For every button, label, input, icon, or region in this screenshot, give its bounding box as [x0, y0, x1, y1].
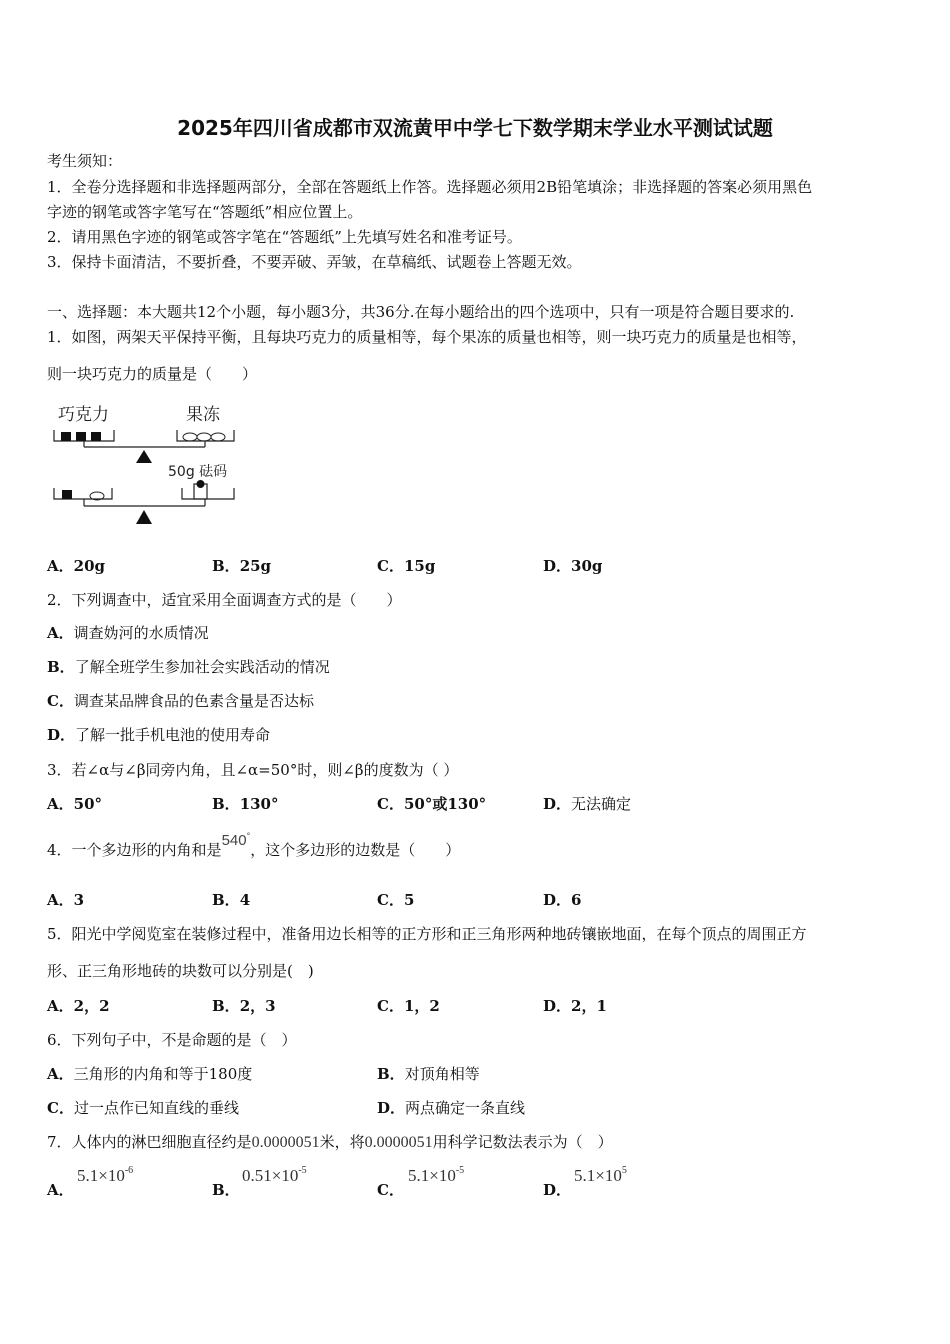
- notice-heading: 考生须知：: [47, 152, 123, 170]
- diameter-value: 0.0000051: [251, 1134, 320, 1151]
- right-pan-bottom: [182, 488, 234, 499]
- option-a-value: $5.1\times 10^{-6}$: [77, 1165, 134, 1185]
- option-c-letter: C．: [377, 1181, 404, 1199]
- question-1-line1: [47, 327, 807, 347]
- option-b-letter: B．: [212, 1181, 240, 1199]
- option-c-value: $5.1\times 10^{-5}$: [408, 1165, 465, 1185]
- jelly-shape: [197, 433, 211, 441]
- option-d: D．2，1: [543, 997, 607, 1015]
- jelly-label: 果冻: [186, 405, 220, 425]
- diameter-value: 0.0000051: [364, 1134, 433, 1151]
- chocolate-block: [76, 432, 86, 441]
- jelly-shape: [211, 433, 225, 441]
- question-4: 4．一个多边形的内角和是540°，这个多边形的边数是（ ）: [47, 831, 461, 859]
- option-d-value: $5.1\times 10^5$: [574, 1165, 627, 1185]
- notice-item: 字迹的钢笔或答字笔写在“答题纸”相应位置上。: [47, 203, 363, 221]
- option-c: C．15g: [377, 557, 436, 575]
- option-d-letter: D．: [543, 1181, 572, 1199]
- option-a: A．三角形的内角和等于180度: [47, 1065, 253, 1083]
- chocolate-label: 巧克力: [58, 405, 109, 425]
- option-b: B．25g: [212, 557, 272, 575]
- option-c: C．1，2: [377, 997, 440, 1015]
- page-title: 2025年四川省成都市双流黄甲中学七下数学期末学业水平测试试题: [177, 116, 773, 140]
- chocolate-block: [91, 432, 101, 441]
- chocolate-block: [61, 432, 71, 441]
- section-heading: 一、选择题：本大题共12个小题，每小题3分，共36分.在每小题给出的四个选项中，只有一项是符合题目要求的.: [47, 303, 795, 321]
- weight-label: 50g 砝码: [168, 464, 228, 480]
- notice-item: 3．保持卡面清洁，不要折叠，不要弄破、弄皱，在草稿纸、试题卷上答题无效。: [47, 253, 582, 271]
- option-d: D．无法确定: [543, 795, 632, 813]
- right-pan-top: [177, 430, 234, 441]
- option-b: B．2，3: [212, 997, 276, 1015]
- option-a: A．2，2: [47, 997, 110, 1015]
- option-b: B．了解全班学生参加社会实践活动的情况: [47, 658, 330, 676]
- question-1-line2: 则一块巧克力的质量是（ ）: [47, 365, 258, 383]
- question-5-line2: 形、正三角形地砖的块数可以分别是( ): [47, 962, 314, 980]
- option-b: B．对顶角相等: [377, 1065, 480, 1083]
- question-6: 6．下列句子中，不是命题的是（ ）: [47, 1031, 297, 1049]
- weight-knob: [197, 480, 205, 488]
- question-5-line1: 5．阳光中学阅览室在装修过程中，准备用边长相等的正方形和正三角形两种地砖镶嵌地面，在每个顶点的周围正方: [47, 925, 807, 943]
- balance-figure: [48, 400, 248, 535]
- option-c: C．50°或130°: [377, 795, 487, 813]
- option-c: C．过一点作已知直线的垂线: [47, 1099, 239, 1117]
- question-text: 如图，两架天平保持平衡，且每块巧克力的质量相等，每个果冻的质量也相等，则一块巧克力的质量是也相等，: [71, 328, 807, 346]
- notice-item: 2．请用黑色字迹的钢笔或答字笔在“答题纸”上先填写姓名和准考证号。: [47, 228, 522, 246]
- question-3: 3．若∠α与∠β同旁内角，且∠α=50°时，则∠β的度数为（ ）: [47, 761, 459, 779]
- option-a-letter: A．: [47, 1181, 74, 1199]
- question-number: 1．: [47, 328, 72, 346]
- question-7: 7．人体内的淋巴细胞直径约是0.0000051米，将0.0000051用科学记数法表示为（ ）: [47, 1133, 613, 1151]
- option-d: D．两点确定一条直线: [377, 1099, 526, 1117]
- chocolate-block: [62, 490, 72, 499]
- fulcrum-bottom: [136, 510, 152, 524]
- jelly-shape: [183, 433, 197, 441]
- option-a: A．调查妫河的水质情况: [47, 624, 209, 642]
- question-2: 2．下列调查中，适宜采用全面调查方式的是（ ）: [47, 591, 402, 609]
- option-b: B．130°: [212, 795, 279, 813]
- option-d: D．6: [543, 891, 582, 909]
- option-a: A．50°: [47, 795, 103, 813]
- option-c: C．调查某品牌食品的色素含量是否达标: [47, 692, 314, 710]
- option-c: C．5: [377, 891, 415, 909]
- option-b-value: $0.51\times 10^{-5}$: [242, 1165, 307, 1185]
- option-d: D．30g: [543, 557, 603, 575]
- option-d: D．了解一批手机电池的使用寿命: [47, 726, 271, 744]
- option-b: B．4: [212, 891, 251, 909]
- option-a: A．3: [47, 891, 85, 909]
- fulcrum-top: [136, 450, 152, 463]
- option-a: A．20g: [47, 557, 106, 575]
- notice-item: 1．全卷分选择题和非选择题两部分，全部在答题纸上作答。选择题必须用2B铅笔填涂；非选择题的答案必须用黑色: [47, 178, 813, 196]
- angle-value: 540°: [221, 831, 251, 849]
